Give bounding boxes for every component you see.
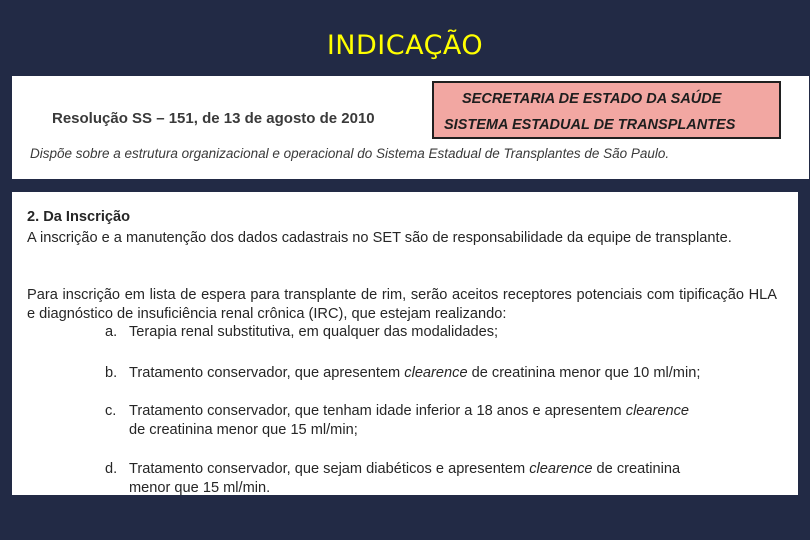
clearence-term: clearence (625, 403, 690, 419)
list-item (105, 460, 765, 498)
list-item-label: a. (105, 324, 118, 340)
department-header-line2: SISTEMA ESTADUAL DE TRANSPLANTES (444, 117, 736, 133)
list-item-label: c. (105, 403, 117, 419)
section-title: 2. Da Inscrição (27, 209, 131, 225)
clearence-term: clearence (529, 461, 593, 477)
department-header-line1: SECRETARIA DE ESTADO DA SAÚDE (462, 91, 722, 107)
list-item-continuation: de creatinina menor que 15 ml/min; (129, 422, 358, 438)
list-item (105, 364, 765, 383)
resolution-title: Resolução SS – 151, de 13 de agosto de 2010 (52, 110, 375, 127)
paragraph-registration: A inscrição e a manutenção dos dados cadastrais no SET são de responsabilidade da equipe de transplante. (27, 230, 732, 246)
paragraph-waiting-list: Para inscrição em lista de espera para transplante de rim, serão aceitos receptores potenciais com tipificação HLA e diagnóstico de insuficiência renal crônica (IRC), que estejam realizando: (27, 287, 777, 322)
resolution-excerpt (12, 76, 809, 179)
list-item-label: b. (105, 365, 118, 381)
list-item-text-end: de creatinina menor que 10 ml/min; (467, 365, 701, 381)
slide-title: INDICAÇÃO (326, 30, 484, 61)
list-item-text: Tratamento conservador, que apresentem (129, 365, 405, 381)
list-item-text: Tratamento conservador, que tenham idade inferior a 18 anos e apresentem (129, 403, 626, 419)
list-item-text: Tratamento conservador, que sejam diabéticos e apresentem (129, 461, 530, 477)
list-item-continuation: menor que 15 ml/min. (129, 480, 271, 496)
department-header-box (432, 81, 781, 139)
inscription-excerpt (12, 192, 798, 495)
list-item-label: d. (105, 461, 118, 477)
clearence-term: clearence (404, 365, 468, 381)
resolution-summary: Dispõe sobre a estrutura organizacional e operacional do Sistema Estadual de Transplantes de São Paulo. (30, 146, 670, 161)
list-item-text-end: de creatinina (592, 461, 681, 477)
list-item (105, 323, 765, 342)
list-item (105, 402, 765, 440)
list-item-text: Terapia renal substitutiva, em qualquer das modalidades; (129, 324, 499, 340)
